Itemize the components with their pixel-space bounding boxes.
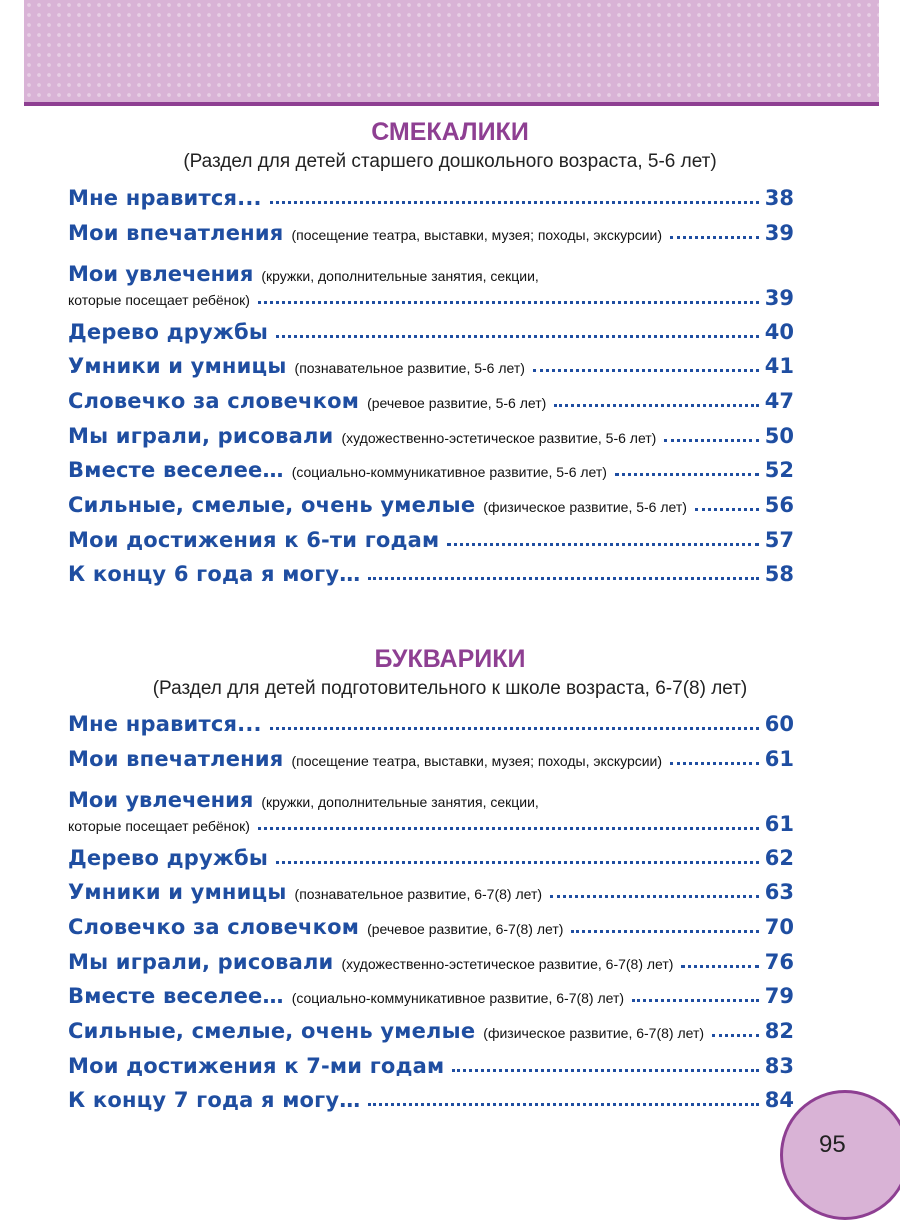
entry-note: (познавательное развитие, 5-6 лет): [294, 360, 525, 376]
dot-leader: [368, 1103, 758, 1106]
dot-leader: [681, 965, 758, 968]
section-title: БУКВАРИКИ: [374, 645, 526, 673]
entry-page: 57: [764, 528, 794, 552]
entry-title: Мои увлечения: [68, 788, 254, 812]
entry-page: 40: [764, 320, 794, 344]
toc-entry[interactable]: [68, 424, 794, 448]
entry-page: 76: [764, 950, 794, 974]
entry-page: 56: [764, 493, 794, 517]
dot-leader: [447, 543, 758, 546]
entry-page: 63: [764, 880, 794, 904]
entry-note: (посещение театра, выставки, музея; походы, экскурсии): [291, 227, 663, 243]
toc-entry[interactable]: [68, 320, 794, 344]
entry-title: Мне нравится...: [68, 712, 262, 736]
section-title: СМЕКАЛИКИ: [371, 118, 529, 146]
dot-leader: [615, 473, 759, 476]
toc-entry[interactable]: [68, 1088, 794, 1112]
entry-note: (кружки, дополнительные занятия, секции,: [261, 268, 539, 284]
entry-note: (кружки, дополнительные занятия, секции,: [261, 794, 539, 810]
entry-title: Вместе веселее…: [68, 458, 284, 482]
toc-entry[interactable]: [68, 186, 794, 210]
entry-note: (социально-коммуникативное развитие, 5-6 лет): [291, 464, 607, 480]
entry-page: 52: [764, 458, 794, 482]
entry-title: Мне нравится...: [68, 186, 262, 210]
entry-title: К концу 7 года я могу…: [68, 1088, 361, 1112]
dot-leader: [554, 404, 758, 407]
header-banner: [24, 0, 879, 106]
entry-page: 41: [764, 354, 794, 378]
entry-page: 84: [764, 1088, 794, 1112]
dot-leader: [258, 301, 759, 304]
section-bukvariki: [0, 645, 900, 700]
toc-entry[interactable]: [68, 880, 794, 904]
entry-note: (речевое развитие, 6-7(8) лет): [367, 921, 564, 937]
entry-page: 39: [764, 286, 794, 310]
toc-entry[interactable]: [68, 712, 794, 736]
entry-title: Словечко за словечком: [68, 915, 360, 939]
toc-entry[interactable]: [68, 458, 794, 482]
toc-entry[interactable]: [68, 846, 794, 870]
entry-title: Мы играли, рисовали: [68, 950, 334, 974]
toc-entry[interactable]: [68, 262, 794, 310]
entry-page: 50: [764, 424, 794, 448]
entry-title: Мои достижения к 6-ти годам: [68, 528, 440, 552]
entry-page: 61: [764, 747, 794, 771]
entry-title: Мои достижения к 7-ми годам: [68, 1054, 445, 1078]
entry-title: Умники и умницы: [68, 880, 287, 904]
entry-title: Сильные, смелые, очень умелые: [68, 1019, 476, 1043]
entry-title: Мои впечатления: [68, 221, 284, 245]
entry-page: 79: [764, 984, 794, 1008]
entry-page: 60: [764, 712, 794, 736]
toc-entry[interactable]: [68, 1019, 794, 1043]
entry-note: (познавательное развитие, 6-7(8) лет): [294, 886, 543, 902]
entry-page: 38: [764, 186, 794, 210]
entry-title: Сильные, смелые, очень умелые: [68, 493, 476, 517]
toc-entry[interactable]: [68, 221, 794, 245]
dot-leader: [452, 1069, 758, 1072]
entry-note: (физическое развитие, 5-6 лет): [483, 499, 687, 515]
toc-entry[interactable]: [68, 493, 794, 517]
toc-entry[interactable]: [68, 984, 794, 1008]
entry-note: (художественно-эстетическое развитие, 5-6 лет): [341, 430, 657, 446]
dot-leader: [695, 508, 759, 511]
dot-leader: [276, 335, 759, 338]
dot-leader: [258, 827, 759, 830]
dot-leader: [571, 930, 758, 933]
entry-note: (физическое развитие, 6-7(8) лет): [483, 1025, 705, 1041]
toc-entry[interactable]: [68, 950, 794, 974]
entry-page: 62: [764, 846, 794, 870]
entry-page: 58: [764, 562, 794, 586]
section-subtitle: (Раздел для детей старшего дошкольного возраста, 5-6 лет): [183, 151, 717, 172]
entry-note: (посещение театра, выставки, музея; походы, экскурсии): [291, 753, 663, 769]
dot-leader: [270, 201, 759, 204]
entry-title: Вместе веселее…: [68, 984, 284, 1008]
dot-leader: [276, 861, 759, 864]
dot-leader: [670, 236, 759, 239]
dot-leader: [712, 1034, 759, 1037]
entry-title: Мои увлечения: [68, 262, 254, 286]
section-subtitle: (Раздел для детей подготовительного к школе возраста, 6-7(8) лет): [152, 678, 748, 699]
dot-leader: [533, 369, 759, 372]
entry-page: 39: [764, 221, 794, 245]
toc-entry[interactable]: [68, 747, 794, 771]
entry-title: Умники и умницы: [68, 354, 287, 378]
entry-title: Мои впечатления: [68, 747, 284, 771]
dot-leader: [550, 895, 759, 898]
entry-title: Дерево дружбы: [68, 846, 269, 870]
entry-note-continued: которые посещает ребёнок): [68, 818, 250, 834]
toc-entry[interactable]: [68, 562, 794, 586]
entry-page: 83: [764, 1054, 794, 1078]
entry-page: 47: [764, 389, 794, 413]
page-number-badge: [780, 1090, 900, 1220]
toc-entry[interactable]: [68, 915, 794, 939]
dot-leader: [270, 727, 759, 730]
dot-leader: [632, 999, 759, 1002]
section-smekaliki: [0, 118, 900, 173]
toc-entry[interactable]: [68, 389, 794, 413]
entry-note: (речевое развитие, 5-6 лет): [367, 395, 547, 411]
toc-entry[interactable]: [68, 354, 794, 378]
toc-entry[interactable]: [68, 788, 794, 836]
dot-leader: [664, 439, 758, 442]
entry-title: Мы играли, рисовали: [68, 424, 334, 448]
entry-page: 61: [764, 812, 794, 836]
toc-entry[interactable]: [68, 528, 794, 552]
dot-leader: [368, 577, 758, 580]
entry-page: 82: [764, 1019, 794, 1043]
entry-title: Дерево дружбы: [68, 320, 269, 344]
entry-title: Словечко за словечком: [68, 389, 360, 413]
entry-note: (художественно-эстетическое развитие, 6-7(8) лет): [341, 956, 674, 972]
entry-title: К концу 6 года я могу…: [68, 562, 361, 586]
page-number: 95: [819, 1131, 846, 1158]
toc-entry[interactable]: [68, 1054, 794, 1078]
entry-note-continued: которые посещает ребёнок): [68, 292, 250, 308]
entry-note: (социально-коммуникативное развитие, 6-7(8) лет): [291, 990, 625, 1006]
dot-leader: [670, 762, 759, 765]
entry-page: 70: [764, 915, 794, 939]
